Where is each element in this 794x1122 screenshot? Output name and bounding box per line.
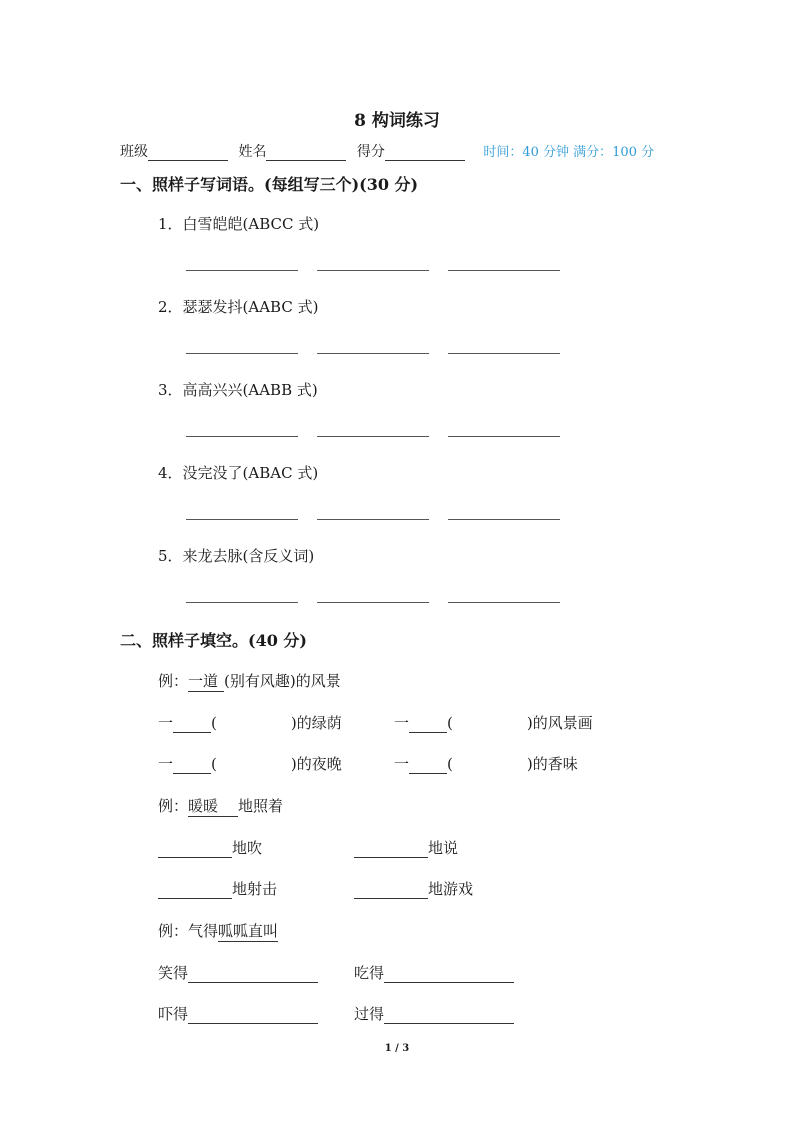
fill-row-3a: 地吹 [158, 837, 262, 858]
section1-item-5: 5．来龙去脉(含反义词) [158, 547, 315, 565]
fill-row-4b: 地游戏 [354, 878, 473, 899]
fill-blank[interactable] [158, 883, 232, 899]
answer-line[interactable] [317, 519, 429, 520]
answer-line[interactable] [317, 270, 429, 271]
example-1: 例：一道 (别有风趣)的风景 [158, 672, 341, 690]
fill-blank[interactable] [173, 717, 211, 733]
fill-row-1b: 一 ( )的风景画 [394, 714, 593, 732]
fill-blank[interactable] [409, 758, 447, 774]
fill-blank[interactable] [188, 967, 318, 983]
fill-row-2a: 一 ( )的夜晚 [158, 755, 342, 773]
answer-line[interactable] [186, 602, 298, 603]
answer-line[interactable] [186, 519, 298, 520]
example-3: 例：气得呱呱直叫 [158, 922, 279, 940]
fill-blank[interactable] [384, 1008, 514, 1024]
fill-row-5a: 笑得 [158, 962, 318, 983]
answer-line[interactable] [448, 436, 560, 437]
answer-line[interactable] [186, 353, 298, 354]
answer-line[interactable] [448, 270, 560, 271]
class-blank[interactable] [148, 145, 228, 161]
fill-blank[interactable] [384, 967, 514, 983]
score-blank[interactable] [385, 145, 465, 161]
answer-line[interactable] [317, 353, 429, 354]
time-info: 时间：40 分钟 满分：100 分 [483, 145, 655, 160]
example-answer: 一道 [188, 672, 224, 692]
example-answer: 暖暖 [188, 797, 238, 817]
fill-row-4a: 地射击 [158, 878, 277, 899]
fill-blank[interactable] [354, 842, 428, 858]
section1-item-2: 2．瑟瑟发抖(AABC 式) [158, 298, 319, 316]
fill-row-1a: 一 ( )的绿荫 [158, 714, 342, 732]
answer-line[interactable] [317, 602, 429, 603]
name-label: 姓名 [238, 144, 267, 160]
section2-heading: 二、照样子填空。(40 分) [120, 631, 307, 650]
fill-blank[interactable] [173, 758, 211, 774]
section1-heading: 一、照样子写词语。(每组写三个)(30 分) [120, 175, 419, 194]
header-info [120, 141, 654, 161]
fill-blank[interactable] [158, 842, 232, 858]
section1-item-1: 1．白雪皑皑(ABCC 式) [158, 215, 320, 233]
fill-row-2b: 一 ( )的香味 [394, 755, 578, 773]
fill-blank[interactable] [409, 717, 447, 733]
example-answer: 呱呱直叫 [218, 922, 279, 940]
name-blank[interactable] [266, 145, 346, 161]
score-label: 得分 [356, 144, 385, 160]
fill-row-5b: 吃得 [354, 962, 514, 983]
class-label: 班级 [120, 144, 148, 160]
page-title: 8 构词练习 [354, 111, 440, 131]
example-2: 例：暖暖 地照着 [158, 797, 284, 815]
section1-item-4: 4．没完没了(ABAC 式) [158, 464, 319, 482]
answer-line[interactable] [448, 602, 560, 603]
fill-row-6a: 吓得 [158, 1003, 318, 1024]
section1-item-3: 3．高高兴兴(AABB 式) [158, 381, 318, 399]
page-number: 1 / 3 [384, 1043, 410, 1054]
fill-row-6b: 过得 [354, 1003, 514, 1024]
answer-line[interactable] [186, 270, 298, 271]
answer-line[interactable] [317, 436, 429, 437]
fill-blank[interactable] [188, 1008, 318, 1024]
answer-line[interactable] [448, 519, 560, 520]
fill-row-3b: 地说 [354, 837, 458, 858]
fill-blank[interactable] [354, 883, 428, 899]
answer-line[interactable] [448, 353, 560, 354]
answer-line[interactable] [186, 436, 298, 437]
